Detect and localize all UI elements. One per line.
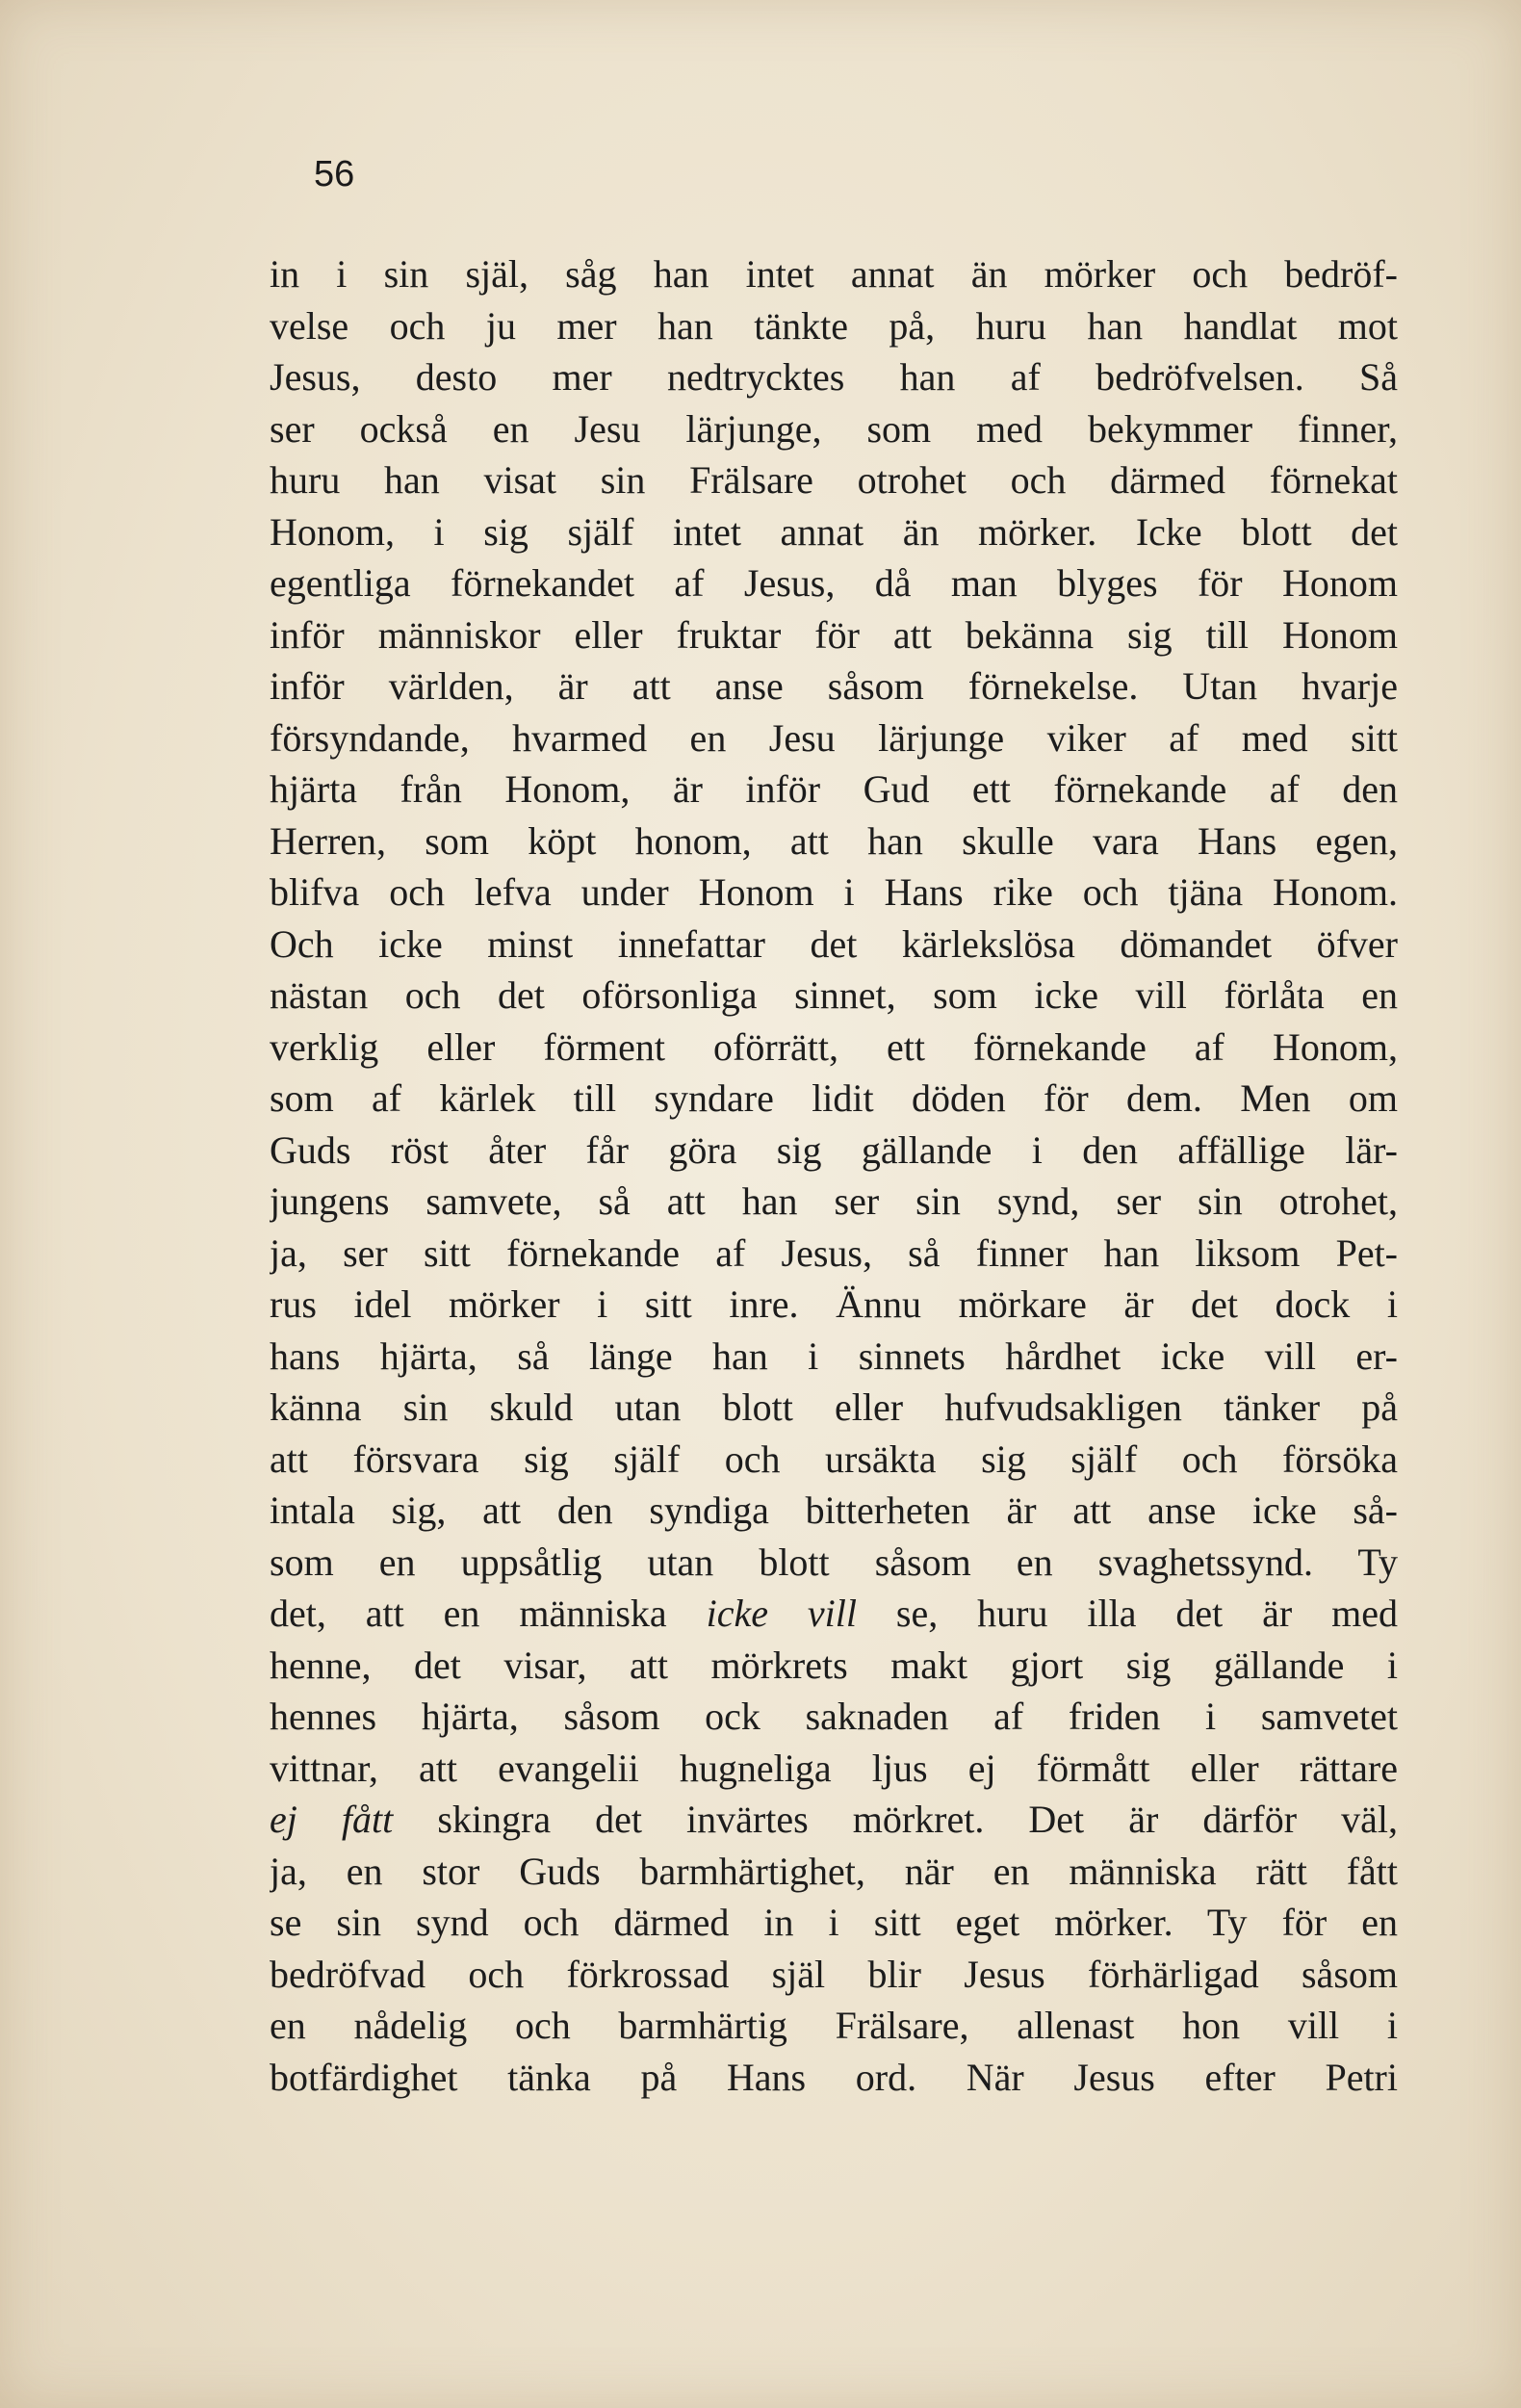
text-line: blifva och lefva under Honom i Hans rike och tjäna Honom.: [270, 870, 1398, 914]
text-line: huru han visat sin Frälsare otrohet och därmed förnekat: [270, 458, 1398, 502]
text-line: som en uppsåtlig utan blott såsom en svaghetssynd. Ty: [270, 1540, 1398, 1584]
text-line: bedröfvad och förkrossad själ blir Jesus förhärligad såsom: [270, 1952, 1398, 1996]
text-segment: se, huru illa det är med: [856, 1592, 1398, 1635]
text-line: velse och ju mer han tänkte på, huru han handlat mot: [270, 303, 1398, 348]
text-line: rus idel mörker i sitt inre. Ännu mörkare är det dock i: [270, 1282, 1398, 1326]
text-line: inför människor eller fruktar för att bekänna sig till Honom: [270, 612, 1398, 657]
text-segment: skingra det invärtes mörkret. Det är därför väl,: [393, 1798, 1398, 1841]
text-line: Jesus, desto mer nedtrycktes han af bedröfvelsen. Så: [270, 355, 1398, 399]
text-line: vittnar, att evangelii hugneliga ljus ej förmått eller rättare: [270, 1746, 1398, 1790]
text-line: se sin synd och därmed in i sitt eget mörker. Ty för en: [270, 1901, 1398, 1944]
emphasized-text: ej fått: [270, 1798, 394, 1841]
text-line: in i sin själ, såg han intet annat än mörker och bedröf-: [270, 252, 1398, 296]
page-number: 56: [314, 154, 355, 194]
text-line: Och icke minst innefattar det kärlekslösa dömandet öfver: [270, 921, 1398, 966]
text-line: botfärdighet tänka på Hans ord. När Jesus efter Petri: [270, 2055, 1398, 2099]
text-line: egentliga förnekandet af Jesus, då man blyges för Honom: [270, 561, 1398, 605]
text-line: jungens samvete, så att han ser sin synd, ser sin otrohet,: [270, 1179, 1398, 1223]
body-text: [270, 248, 1398, 2103]
text-line: [270, 1794, 1398, 1846]
text-line: Guds röst åter får göra sig gällande i den affällige lär-: [270, 1127, 1398, 1172]
text-line: ja, ser sitt förnekande af Jesus, så finner han liksom Pet-: [270, 1230, 1398, 1275]
text-line: hennes hjärta, såsom ock saknaden af friden i samvetet: [270, 1695, 1398, 1738]
text-line: inför världen, är att anse såsom förnekelse. Utan hvarje: [270, 664, 1398, 708]
text-line: att försvara sig själf och ursäkta sig själf och försöka: [270, 1437, 1398, 1481]
text-line: verklig eller förment oförrätt, ett förnekande af Honom,: [270, 1024, 1398, 1069]
text-line: [270, 1588, 1398, 1640]
text-line: Honom, i sig själf intet annat än mörker. Icke blott det: [270, 509, 1398, 554]
text-line: nästan och det oförsonliga sinnet, som icke vill förlåta en: [270, 973, 1398, 1017]
text-segment: det, att en människa: [270, 1592, 707, 1635]
text-line: hjärta från Honom, är inför Gud ett förnekande af den: [270, 767, 1398, 811]
text-line: ser också en Jesu lärjunge, som med bekymmer finner,: [270, 406, 1398, 451]
text-line: henne, det visar, att mörkrets makt gjort sig gällande i: [270, 1643, 1398, 1687]
text-line: Herren, som köpt honom, att han skulle vara Hans egen,: [270, 818, 1398, 863]
text-line: försyndande, hvarmed en Jesu lärjunge viker af med sitt: [270, 715, 1398, 760]
emphasized-text: icke vill: [706, 1592, 857, 1635]
text-line: en nådelig och barmhärtig Frälsare, allenast hon vill i: [270, 2004, 1398, 2047]
text-line: känna sin skuld utan blott eller hufvudsakligen tänker på: [270, 1385, 1398, 1429]
text-line: som af kärlek till syndare lidit döden för dem. Men om: [270, 1076, 1398, 1120]
text-line: intala sig, att den syndiga bitterheten är att anse icke så-: [270, 1489, 1398, 1532]
text-line: ja, en stor Guds barmhärtighet, när en människa rätt fått: [270, 1849, 1398, 1893]
text-line: hans hjärta, så länge han i sinnets hårdhet icke vill er-: [270, 1333, 1398, 1378]
